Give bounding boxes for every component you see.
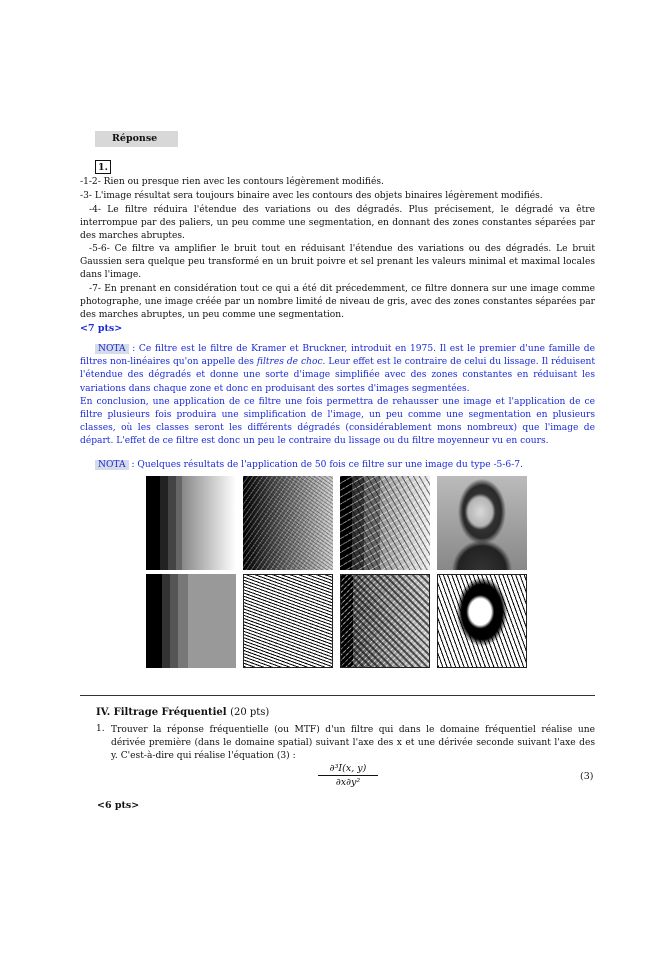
salt-pepper-filtered-image bbox=[340, 574, 430, 668]
answer-line-3: -3- L'image résultat sera toujours binaire avec les contours des objets binaires légèrement modifiés. bbox=[80, 191, 543, 201]
answer-line-4: -4- Le filtre réduira l'étendue des variations ou des dégradés. Plus précisement, le dégradé va être interrompue par des paliers, un peu comme une segmentation, en donnant des zones constantes séparées par des marches abruptes. bbox=[80, 205, 595, 242]
gaussian-filtered-image bbox=[243, 574, 333, 668]
ramp-filtered-image bbox=[146, 574, 236, 668]
section-divider bbox=[80, 695, 595, 696]
equation-denominator: ∂x∂y² bbox=[335, 777, 361, 788]
equation-numerator: ∂³I(x, y) bbox=[329, 763, 367, 774]
nota-paragraph-2 bbox=[80, 459, 595, 472]
answer-line-7: -7- En prenant en considération tout ce qui a été dit précedemment, ce filtre donnera sur une image comme photographe, une image créée par un nombre limité de niveau de gris, avec des zones constantes séparées par des marches abruptes, un peu comme une segmentation. bbox=[80, 284, 595, 321]
ramp-gaussian-noise-image bbox=[243, 476, 333, 570]
points-7: <7 pts> bbox=[80, 323, 123, 334]
fraction-bar bbox=[318, 775, 378, 776]
ramp-salt-pepper-image bbox=[340, 476, 430, 570]
equation bbox=[318, 763, 378, 788]
portrait-original-image bbox=[437, 476, 527, 570]
reponse-label: Réponse bbox=[95, 131, 178, 147]
nota-paragraph-1 bbox=[80, 343, 595, 449]
equation-number: (3) bbox=[580, 771, 594, 782]
section-title: IV. Filtrage Fréquentiel bbox=[96, 707, 227, 718]
nota-2-text: : Quelques résultats de l'application de 50 fois ce filtre sur une image du type -5-6-7. bbox=[128, 460, 523, 470]
points-6: <6 pts> bbox=[97, 800, 140, 811]
item-text: Trouver la réponse fréquentielle (ou MTF) d'un filtre qui dans le domaine fréquentiel réalise une dérivée première (dans le domaine spatial) suivant l'axe des x et une dérivée seconde suivant l'axe des y. C'est-à-dire qui réalise l'équation (3) : bbox=[111, 725, 595, 762]
portrait-filtered-image bbox=[437, 574, 527, 668]
nota-label-2: NOTA bbox=[95, 460, 129, 470]
ramp-original-image bbox=[146, 476, 236, 570]
nota-label: NOTA bbox=[95, 344, 129, 354]
answer-line-1-2: -1-2- Rien ou presque rien avec les contours légèrement modifiés. bbox=[80, 177, 384, 187]
question-number-box: 1. bbox=[95, 160, 111, 174]
nota-text-after: . Leur effet est le contraire de celui du lissage. Il réduisent l'étendue des dégradés et donne une sorte d'image simplifiée avec des zones constantes en réduisant les variations dans chaque zone et donc en produisant des sortes d'images segmentées. bbox=[80, 357, 595, 394]
nota-conclusion: En conclusion, une application de ce filtre une fois permettra de rehausser une image et l'application de ce filtre plusieurs fois produira une simplification de l'image, un peu comme une segmentation en plusieurs classes, où les classes seront les différents dégradés (considérablement mons nombreux) que l'image de départ. L'effet de ce filtre est donc un peu le contraire du lissage ou du filtre moyenneur vu en cours. bbox=[80, 396, 595, 447]
item-number: 1. bbox=[96, 724, 105, 734]
section-points: (20 pts) bbox=[230, 707, 270, 718]
nota-emphasis: filtres de choc bbox=[256, 357, 323, 368]
section-heading bbox=[96, 707, 269, 718]
nota-text-before: : Ce filtre est le filtre de Kramer et Bruckner, introduit en 1975. Il est le premier d'une famille de filtres non-linéaires qu'on appelle des bbox=[80, 344, 595, 368]
answer-line-5-6: -5-6- Ce filtre va amplifier le bruit tout en réduisant l'étendue des variations ou des dégradés. Le bruit Gaussien sera quelque peu transformé en un bruit poivre et sel prenant les valeurs minimal et maximal locales dans l'image. bbox=[80, 244, 595, 281]
